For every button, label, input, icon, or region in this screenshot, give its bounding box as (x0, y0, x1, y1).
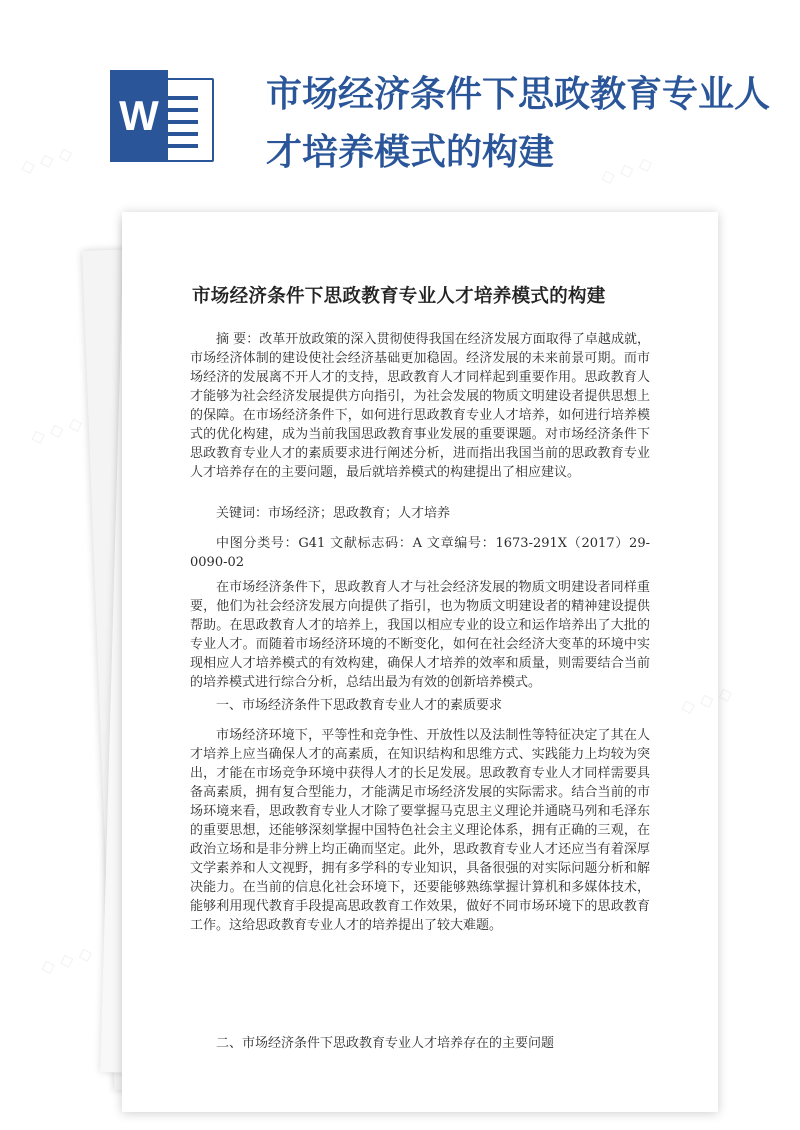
word-icon-letter: W (110, 70, 168, 162)
watermark-decoration: ◇ ◇ ◇ (28, 412, 85, 449)
document-page (122, 212, 718, 1112)
watermark-decoration: ◇ ◇ ◇ (38, 942, 95, 979)
classification-paragraph: 中图分类号：G41 文献标志码：A 文章编号：1673-291X（2017）29-0090-02 (190, 536, 650, 570)
document-title: 市场经济条件下思政教育专业人才培养模式的构建 (192, 286, 606, 307)
section2-heading: 二、市场经济条件下思政教育专业人才培养存在的主要问题 (216, 1036, 555, 1051)
watermark-decoration: ◇ ◇ ◇ (598, 152, 655, 189)
word-document-icon (110, 70, 212, 162)
watermark-decoration: ◇ ◇ ◇ (18, 142, 75, 179)
abstract-paragraph: 摘 要：改革开放政策的深入贯彻使得我国在经济发展方面取得了卓越成就，市场经济体制的建设使社会经济基础更加稳固。经济发展的未来前景可期。而市场经济的发展离不开人才的支持，思政教育人才同样起到重要作用。思政教育人才能够为社会经济发展提供方向指引，为社会发展的物质文明建设者提供思想上的保障。在市场经济条件下，如何进行思政教育专业人才培养，如何进行培养模式的优化构建，成为当前我国思政教育事业发展的重要课题。对市场经济条件下思政教育专业人才的素质要求进行阐述分析，进而指出我国当前的思政教育专业人才培养存在的主要问题，最后就培养模式的构建提出了相应建议。 (190, 332, 650, 480)
section1-heading: 一、市场经济条件下思政教育专业人才的素质要求 (216, 698, 503, 713)
watermark-decoration: ◇ (715, 682, 735, 707)
page-title: 市场经济条件下思政教育专业人才培养模式的构建 (266, 74, 771, 173)
keywords-paragraph: 关键词：市场经济；思政教育；人才培养 (216, 506, 451, 521)
header-banner (0, 0, 800, 210)
section1-body: 市场经济环境下，平等性和竞争性、开放性以及法制性等特征决定了其在人才培养上应当确保人才的高素质，在知识结构和思维方式、实践能力上均较为突出，才能在市场竞争环境中获得人才的长足发展。思政教育专业人才同样需要具备高素质，拥有复合型能力，才能满足市场经济发展的实际需求。结合当前的市场环境来看，思政教育专业人才除了要掌握马克思主义理论并通晓马列和毛泽东的重要思想，还能够深刻掌握中国特色社会主义理论体系，拥有正确的三观，在政治立场和是非分辨上均正确而坚定。此外，思政教育专业人才还应当有着深厚文学素养和人文视野，拥有多学科的专业知识，具备很强的对实际问题分析和解决能力。在当前的信息化社会环境下，还要能够熟练掌握计算机和多媒体技术，能够利用现代教育手段提高思政教育工作效果，做好不同市场环境下的思政教育工作。这给思政教育专业人才的培养提出了较大难题。 (190, 728, 650, 933)
intro-paragraph: 在市场经济条件下，思政教育人才与社会经济发展的物质文明建设者同样重要，他们为社会经济发展方向提供了指引，也为物质文明建设者的精神建设提供帮助。在思政教育人才的培养上，我国以相应专业的设立和运作培养出了大批的专业人才。而随着市场经济环境的不断变化，如何在社会经济大变革的环境中实现相应人才培养模式的有效构建，确保人才培养的效率和质量，则需要结合当前的培养模式进行综合分析，总结出最为有效的创新培养模式。 (190, 580, 650, 690)
